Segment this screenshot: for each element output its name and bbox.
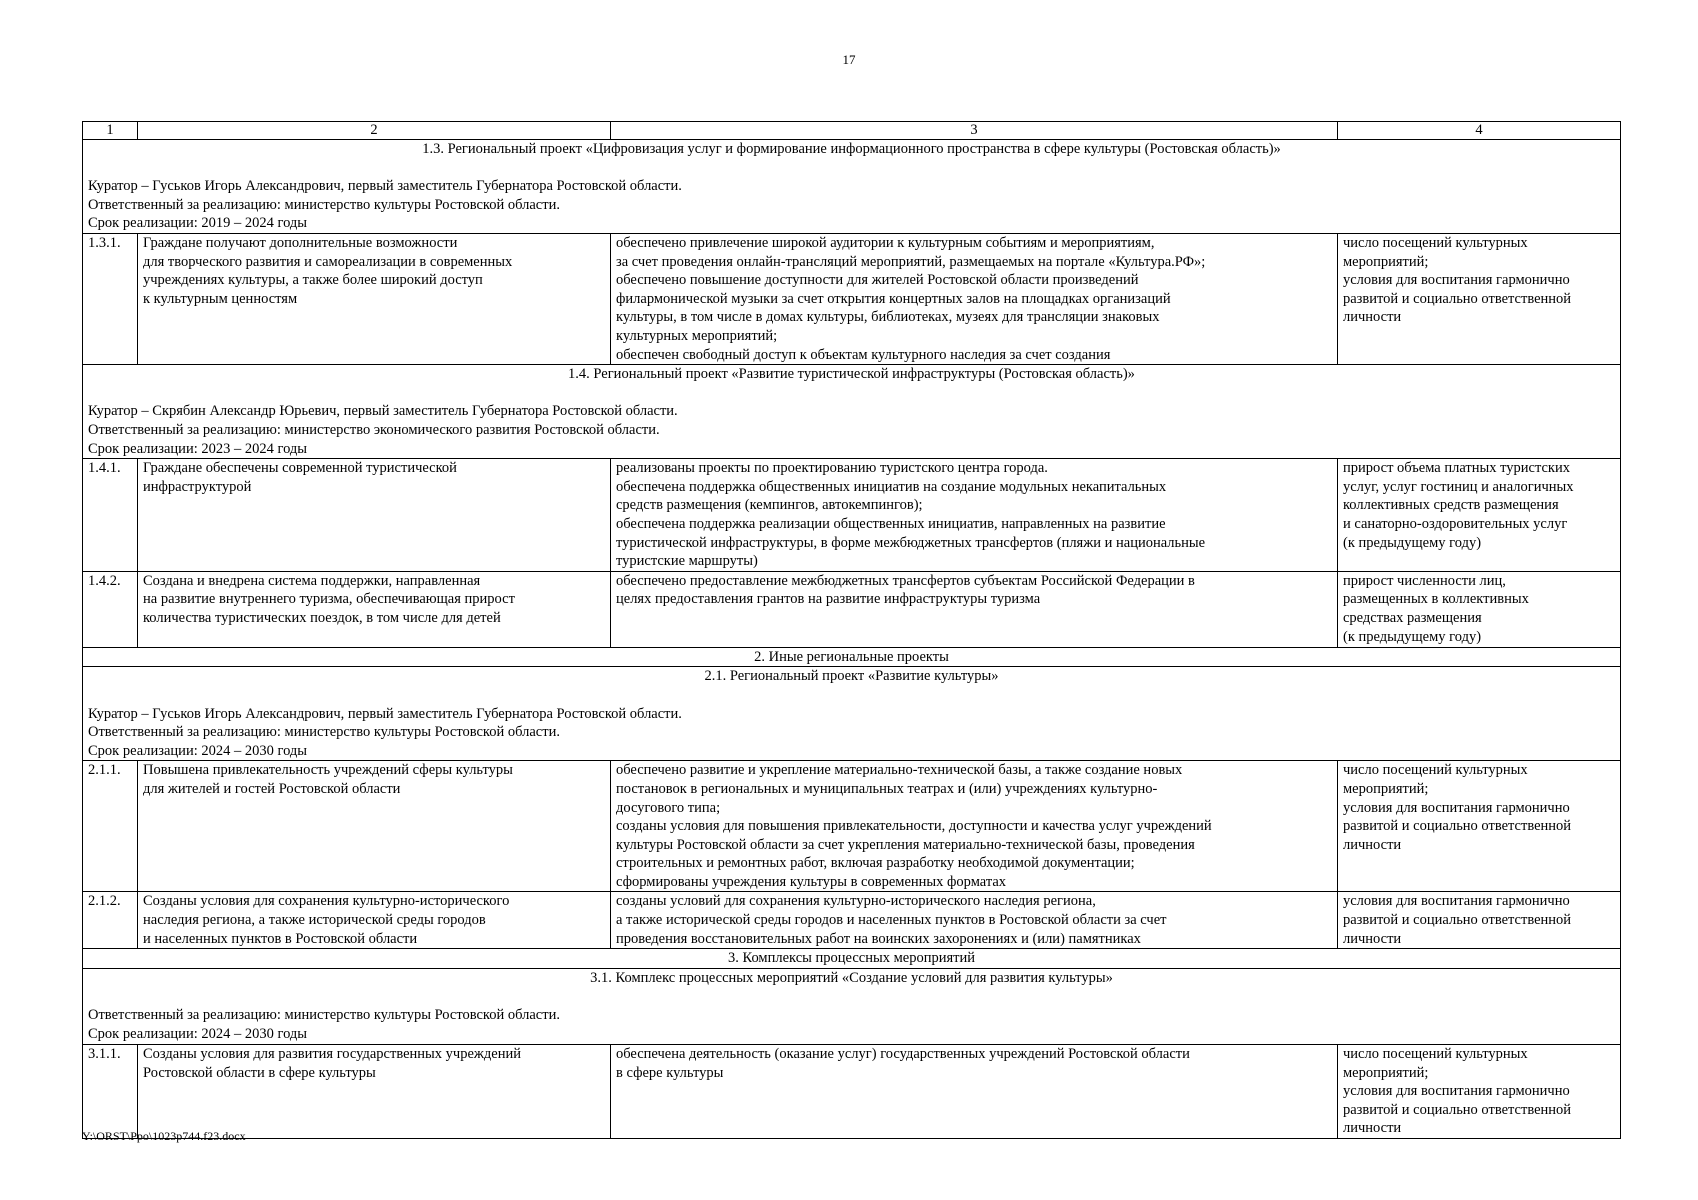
task-cell: Граждане обеспечены современной туристической инфраструктурой (138, 459, 611, 572)
table-row (83, 234, 1621, 365)
result-cell: обеспечено привлечение широкой аудитории к культурным событиям и мероприятиям, за счет проведения онлайн-трансляций мероприятий, размещаемых на портале «Культура.РФ»; обеспечено повышение доступности для жителей Ростовской области произведений филармонической музыки за счет открытия концертных залов на площадках организаций культуры, в том числе в домах культуры, библиотеках, музеях для трансляции знаковых культурных мероприятий; обеспечен свободный доступ к объектам культурного наследия за счет создания (611, 234, 1338, 365)
section-header-row (83, 969, 1621, 1045)
section-title: 2.1. Региональный проект «Развитие культуры» (704, 668, 999, 685)
group-title: 2. Иные региональные проекты (83, 647, 1621, 667)
section-header-row (83, 140, 1621, 234)
section-title: 1.4. Региональный проект «Развитие туристической инфраструктуры (Ростовская область)» (568, 366, 1135, 383)
indicator-cell: число посещений культурных мероприятий; условия для воспитания гармонично развитой и социально ответственной личности (1338, 761, 1621, 892)
task-cell: Созданы условия для сохранения культурно-исторического наследия региона, а также исторической среды городов и населенных пунктов в Ростовской области (138, 892, 611, 949)
column-header: 2 (138, 122, 611, 140)
section-title: 1.3. Региональный проект «Цифровизация услуг и формирование информационного пространства в сфере культуры (Ростовская область)» (422, 141, 1281, 157)
group-header-row (83, 647, 1621, 667)
result-cell: обеспечена деятельность (оказание услуг) государственных учреждений Ростовской области в сфере культуры (611, 1045, 1338, 1139)
table-row (83, 761, 1621, 892)
page-number: 17 (842, 52, 856, 67)
row-number: 3.1.1. (83, 1045, 138, 1139)
task-cell: Повышена привлекательность учреждений сферы культуры для жителей и гостей Ростовской области (138, 761, 611, 892)
row-number: 2.1.1. (83, 761, 138, 892)
table-row (83, 459, 1621, 572)
task-cell: Создана и внедрена система поддержки, направленная на развитие внутреннего туризма, обеспечивающая прирост количества туристических поездок, в том числе для детей (138, 571, 611, 647)
group-title: 3. Комплексы процессных мероприятий (83, 949, 1621, 969)
section-title: 3.1. Комплекс процессных мероприятий «Создание условий для развития культуры» (590, 970, 1113, 987)
indicator-cell: число посещений культурных мероприятий; условия для воспитания гармонично развитой и социально ответственной личности (1338, 1045, 1621, 1139)
column-header: 3 (611, 122, 1338, 140)
column-header: 4 (1338, 122, 1621, 140)
section-meta: Ответственный за реализацию: министерство культуры Ростовской области. Срок реализации: 2024 – 2030 годы (88, 1007, 560, 1042)
column-header-row (83, 122, 1621, 140)
indicator-cell: условия для воспитания гармонично развитой и социально ответственной личности (1338, 892, 1621, 949)
section-meta: Куратор – Скрябин Александр Юрьевич, первый заместитель Губернатора Ростовской области. Ответственный за реализацию: министерство экономического развития Ростовской области. Срок реализации: 2023 – 2024 годы (88, 403, 678, 457)
result-cell: реализованы проекты по проектированию туристского центра города. обеспечена поддержка общественных инициатив на создание модульных некапитальных средств размещения (кемпингов, автокемпингов); обеспечена поддержка реализации общественных инициатив, направленных на развитие туристической инфраструктуры, в форме межбюджетных трансфертов (пляжи и национальные туристские маршруты) (611, 459, 1338, 572)
table-row (83, 571, 1621, 647)
row-number: 2.1.2. (83, 892, 138, 949)
row-number: 1.3.1. (83, 234, 138, 365)
result-cell: созданы условий для сохранения культурно-исторического наследия региона, а также исторической среды городов и населенных пунктов в Ростовской области за счет проведения восстановительных работ на воинских захоронениях и (или) памятниках (611, 892, 1338, 949)
table-row (83, 1045, 1621, 1139)
row-number: 1.4.2. (83, 571, 138, 647)
result-cell: обеспечено предоставление межбюджетных трансфертов субъектам Российской Федерации в целях предоставления грантов на развитие инфраструктуры туризма (611, 571, 1338, 647)
indicator-cell: прирост объема платных туристских услуг, услуг гостиниц и аналогичных коллективных средств размещения и санаторно-оздоровительных услуг (к предыдущему году) (1338, 459, 1621, 572)
section-meta: Куратор – Гуськов Игорь Александрович, первый заместитель Губернатора Ростовской области. Ответственный за реализацию: министерство культуры Ростовской области. Срок реализации: 2019 – 2024 годы (88, 178, 682, 232)
indicator-cell: число посещений культурных мероприятий; условия для воспитания гармонично развитой и социально ответственной личности (1338, 234, 1621, 365)
indicator-cell: прирост численности лиц, размещенных в коллективных средствах размещения (к предыдущему году) (1338, 571, 1621, 647)
task-cell: Граждане получают дополнительные возможности для творческого развития и самореализации в современных учреждениях культуры, а также более широкий доступ к культурным ценностям (138, 234, 611, 365)
task-cell: Созданы условия для развития государственных учреждений Ростовской области в сфере культуры (138, 1045, 611, 1139)
section-header-row (83, 667, 1621, 761)
group-header-row (83, 949, 1621, 969)
table-row (83, 892, 1621, 949)
goals-table (82, 121, 1621, 1139)
section-meta: Куратор – Гуськов Игорь Александрович, первый заместитель Губернатора Ростовской области. Ответственный за реализацию: министерство культуры Ростовской области. Срок реализации: 2024 – 2030 годы (88, 705, 682, 759)
section-header-row (83, 365, 1621, 459)
column-header: 1 (83, 122, 138, 140)
result-cell: обеспечено развитие и укрепление материально-технической базы, а также создание новых постановок в региональных и муниципальных театрах и (или) учреждениях культурно- досугового типа; созданы условия для повышения привлекательности, доступности и качества услуг учреждений культуры Ростовской области за счет укрепления материально-технической базы, проведения строительных и ремонтных работ, включая разработку необходимой документации; сформированы учреждения культуры в современных форматах (611, 761, 1338, 892)
row-number: 1.4.1. (83, 459, 138, 572)
file-path-footer: Y:\ORST\Ppo\1023p744.f23.docx (82, 1129, 246, 1143)
